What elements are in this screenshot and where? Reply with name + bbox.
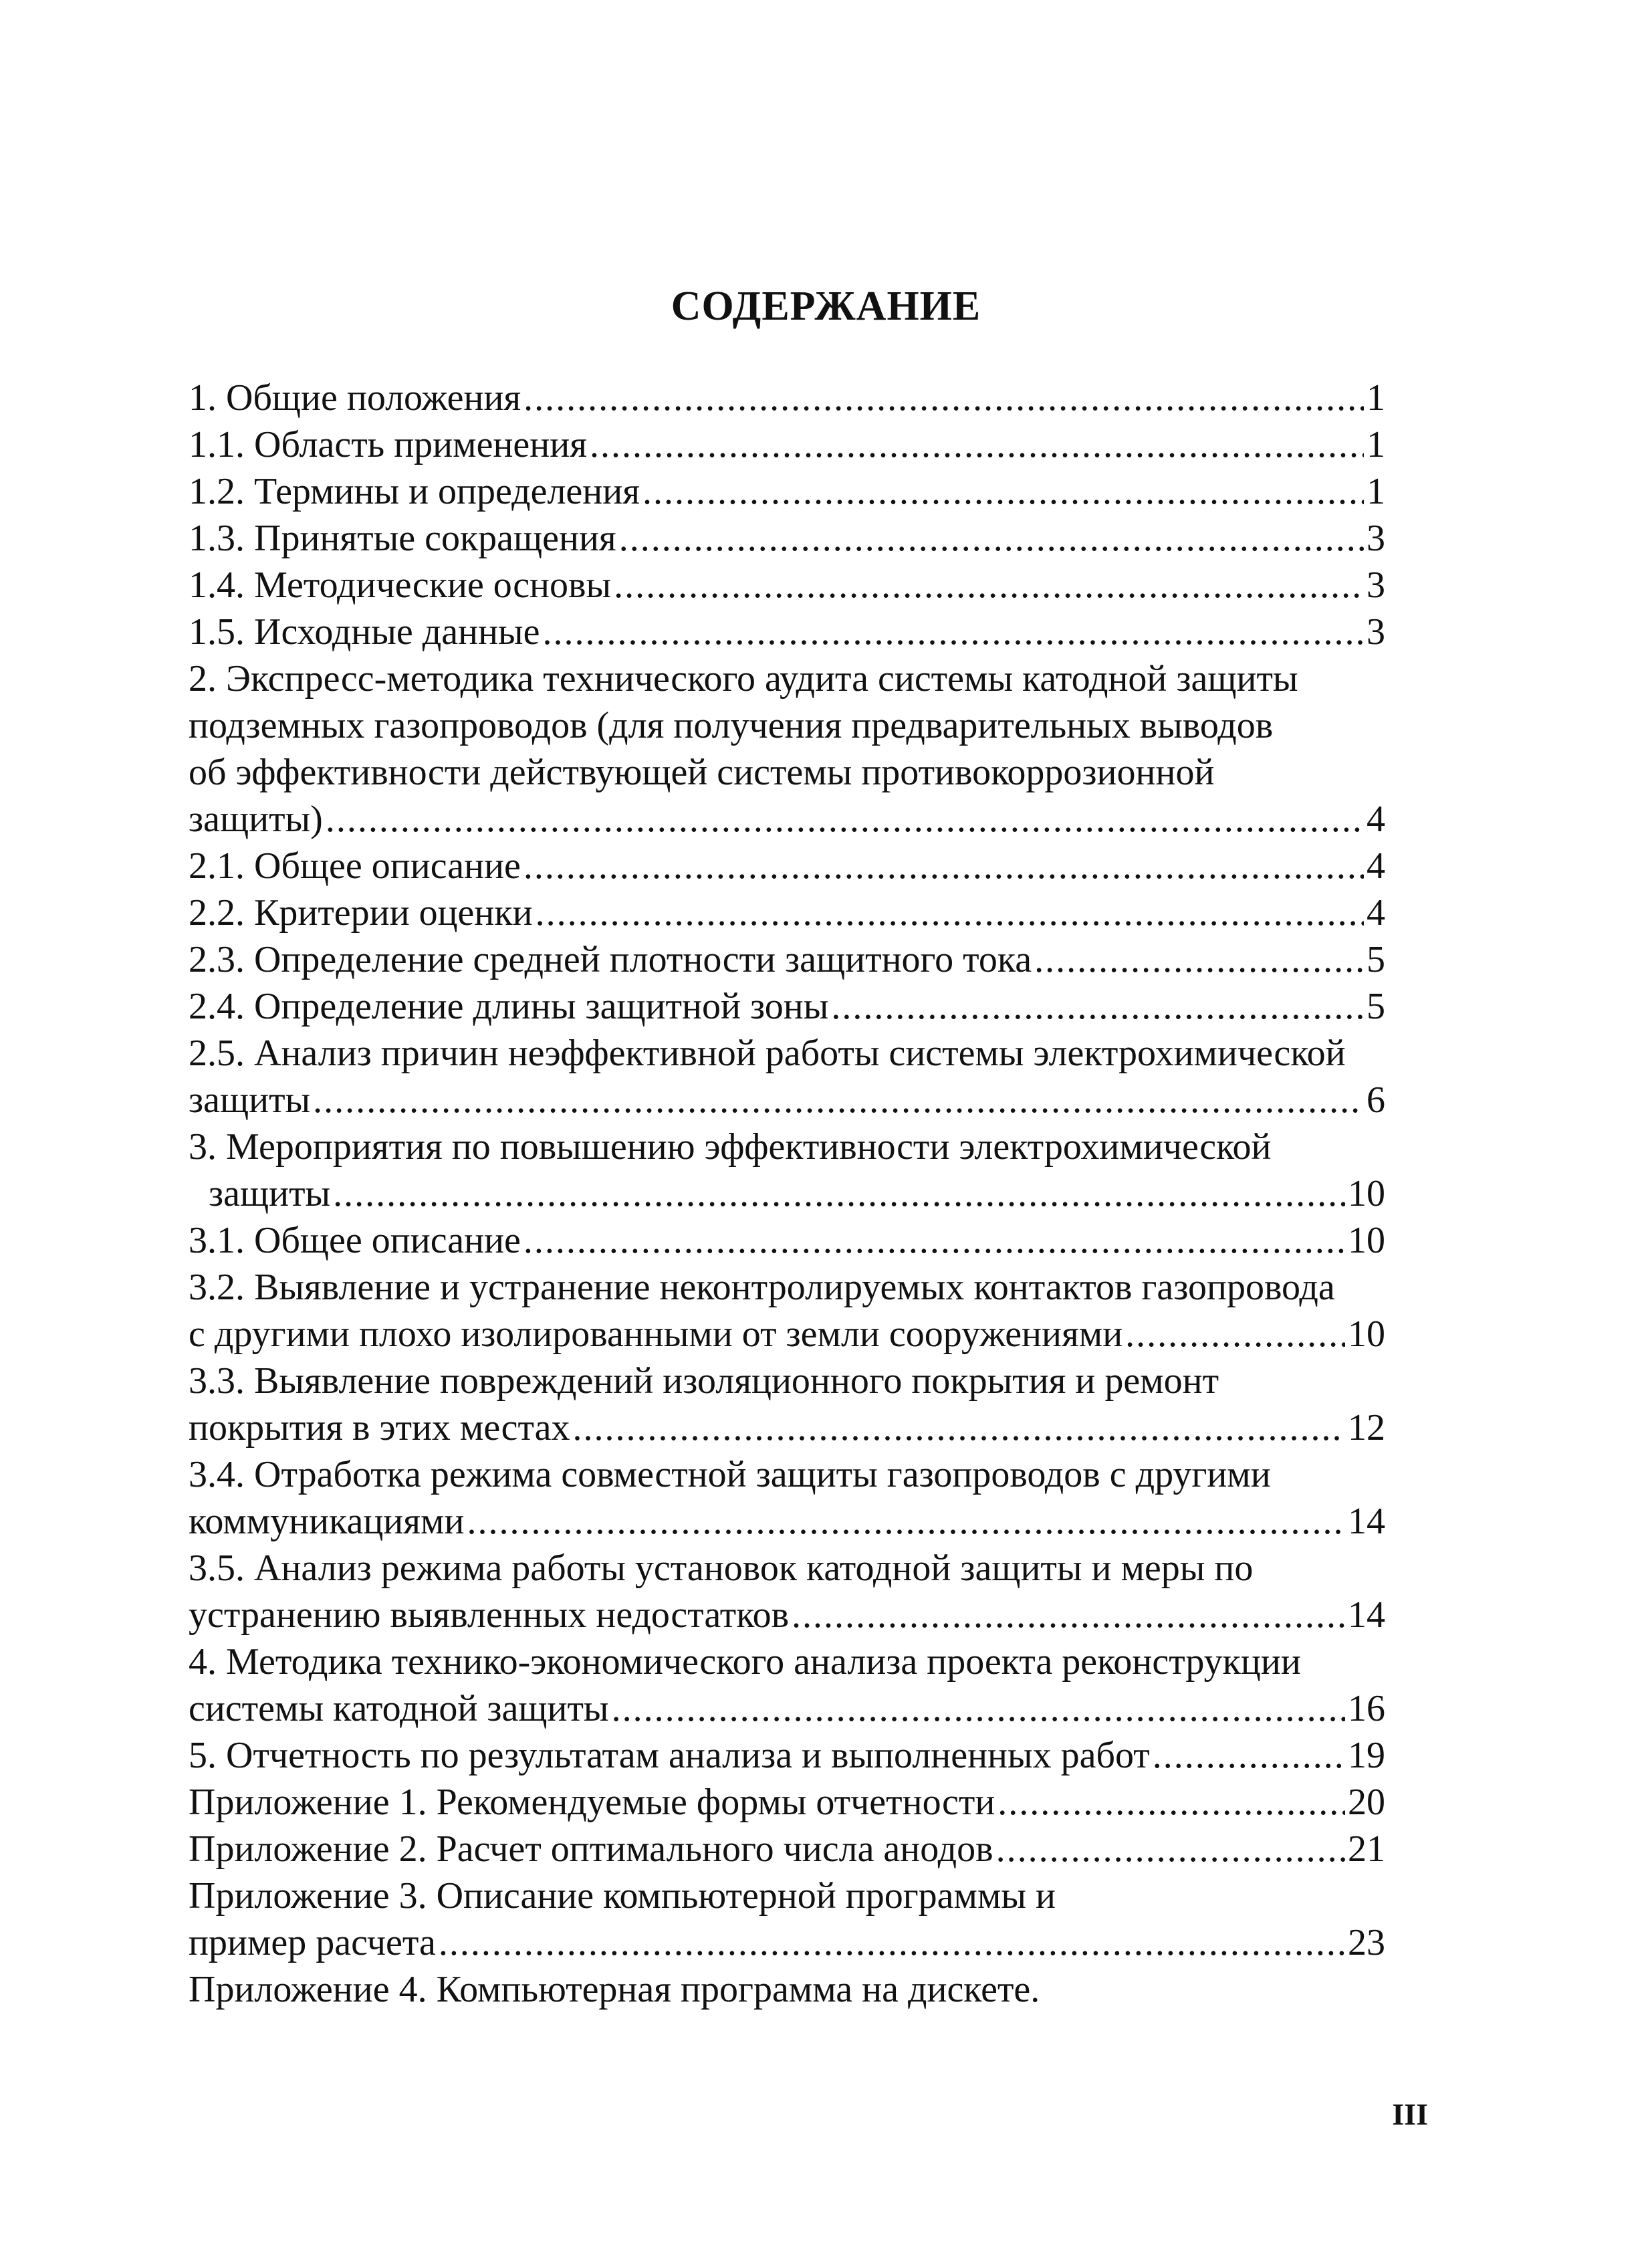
toc-leader bbox=[831, 983, 1364, 1030]
toc-entry-text: 2.5. Анализ причин неэффективной работы системы электрохимической bbox=[189, 1033, 1346, 1074]
toc-entry-text: 1.3. Принятые сокращения bbox=[189, 518, 616, 559]
toc-entry bbox=[189, 515, 1385, 562]
toc-entry-page: 5 bbox=[1367, 986, 1385, 1027]
toc-entry bbox=[189, 1826, 1385, 1872]
toc-entry bbox=[189, 1545, 1385, 1592]
toc-entry-text: 3. Мероприятия по повышению эффективности электрохимической bbox=[189, 1126, 1272, 1168]
toc-entry-text: об эффективности действующей системы противокоррозионной bbox=[189, 752, 1215, 793]
toc-entry-page: 6 bbox=[1367, 1079, 1385, 1121]
toc-entry-page: 4 bbox=[1367, 892, 1385, 934]
toc-leader bbox=[439, 1919, 1345, 1966]
toc-leader bbox=[792, 1592, 1345, 1638]
toc-entry bbox=[189, 1592, 1385, 1638]
toc-entry bbox=[189, 1030, 1385, 1077]
toc-entry-text: 1.5. Исходные данные bbox=[189, 611, 540, 653]
toc-entry-text: 1. Общие положения bbox=[189, 377, 521, 419]
toc-entry bbox=[189, 936, 1385, 983]
toc-entry-text: системы катодной защиты bbox=[189, 1688, 609, 1729]
toc-entry bbox=[189, 609, 1385, 655]
toc-entry-text: устранению выявленных недостатков bbox=[189, 1594, 790, 1636]
toc-entry-text: 2.2. Критерии оценки bbox=[189, 892, 533, 934]
toc-entry-page: 14 bbox=[1348, 1594, 1385, 1636]
toc-entry bbox=[189, 889, 1385, 936]
toc-entry-text: 4. Методика технико-экономического анализа проекта реконструкции bbox=[189, 1641, 1301, 1683]
toc-leader bbox=[333, 1170, 1345, 1217]
toc-entry-page: 10 bbox=[1348, 1313, 1385, 1355]
toc-entry-text: 1.1. Область применения bbox=[189, 424, 587, 465]
toc-leader bbox=[543, 609, 1364, 655]
toc-entry-text: 2.3. Определение средней плотности защитного тока bbox=[189, 939, 1032, 980]
toc-entry-page: 4 bbox=[1367, 845, 1385, 887]
toc-entry-page: 10 bbox=[1348, 1220, 1385, 1261]
toc-entry-text: 2.4. Определение длины защитной зоны bbox=[189, 986, 829, 1027]
toc-entry-page: 5 bbox=[1367, 939, 1385, 980]
table-of-contents bbox=[189, 374, 1385, 2013]
toc-leader bbox=[997, 1779, 1345, 1826]
toc-entry bbox=[189, 1311, 1385, 1358]
toc-entry-page: 16 bbox=[1348, 1688, 1385, 1729]
toc-entry-text: 5. Отчетность по результатам анализа и выполненных работ bbox=[189, 1735, 1150, 1776]
toc-leader bbox=[313, 1077, 1364, 1123]
toc-leader bbox=[619, 515, 1364, 562]
toc-entry-page: 4 bbox=[1367, 798, 1385, 840]
toc-entry-page: 1 bbox=[1367, 377, 1385, 419]
toc-leader bbox=[326, 796, 1364, 843]
toc-entry-text: 1.2. Термины и определения bbox=[189, 471, 640, 512]
toc-leader bbox=[590, 421, 1364, 468]
toc-entry-text: 3.1. Общее описание bbox=[189, 1220, 521, 1261]
toc-leader bbox=[536, 889, 1364, 936]
toc-entry-text: 2.1. Общее описание bbox=[189, 845, 521, 887]
toc-entry-page: 3 bbox=[1367, 518, 1385, 559]
toc-entry-page: 21 bbox=[1348, 1828, 1385, 1870]
toc-entry-text: с другими плохо изолированными от земли сооружениями bbox=[189, 1313, 1123, 1355]
toc-entry bbox=[189, 1732, 1385, 1779]
toc-entry-page: 12 bbox=[1348, 1407, 1385, 1448]
toc-leader bbox=[523, 374, 1364, 421]
toc-entry-page: 1 bbox=[1367, 424, 1385, 465]
toc-leader bbox=[996, 1826, 1345, 1872]
toc-entry-text: 1.4. Методические основы bbox=[189, 564, 612, 606]
toc-entry bbox=[189, 1685, 1385, 1732]
toc-entry bbox=[189, 1919, 1385, 1966]
toc-entry-text: пример расчета bbox=[189, 1922, 436, 1963]
toc-entry-page: 20 bbox=[1348, 1782, 1385, 1823]
toc-entry-text: 3.2. Выявление и устранение неконтролируемых контактов газопровода bbox=[189, 1267, 1335, 1308]
toc-entry bbox=[189, 1077, 1385, 1123]
toc-entry bbox=[189, 796, 1385, 843]
toc-entry bbox=[189, 702, 1385, 749]
toc-entry bbox=[189, 468, 1385, 515]
toc-leader bbox=[1034, 936, 1364, 983]
toc-entry-text: защиты) bbox=[189, 798, 323, 840]
toc-entry bbox=[189, 421, 1385, 468]
toc-entry bbox=[189, 1217, 1385, 1264]
toc-entry-page: 19 bbox=[1348, 1735, 1385, 1776]
toc-entry-text: коммуникациями bbox=[189, 1501, 465, 1542]
toc-leader bbox=[572, 1404, 1345, 1451]
toc-entry bbox=[189, 1638, 1385, 1685]
toc-entry-page: 3 bbox=[1367, 611, 1385, 653]
toc-entry bbox=[189, 1170, 1385, 1217]
toc-leader bbox=[614, 562, 1364, 609]
toc-entry-text: защиты bbox=[189, 1079, 311, 1121]
toc-entry bbox=[189, 749, 1385, 796]
toc-entry-text: 3.4. Отработка режима совместной защиты газопроводов с другими bbox=[189, 1454, 1271, 1495]
toc-entry bbox=[189, 1966, 1385, 2013]
toc-entry bbox=[189, 655, 1385, 702]
toc-entry bbox=[189, 1123, 1385, 1170]
toc-leader bbox=[642, 468, 1364, 515]
toc-entry bbox=[189, 562, 1385, 609]
toc-entry bbox=[189, 1779, 1385, 1826]
toc-entry-text: защиты bbox=[209, 1173, 331, 1214]
toc-entry bbox=[189, 1498, 1385, 1545]
toc-leader bbox=[1125, 1311, 1345, 1358]
toc-leader bbox=[1153, 1732, 1345, 1779]
toc-leader bbox=[523, 843, 1364, 889]
toc-entry-page: 1 bbox=[1367, 471, 1385, 512]
toc-entry bbox=[189, 1358, 1385, 1404]
toc-leader bbox=[612, 1685, 1345, 1732]
toc-entry-text: Приложение 2. Расчет оптимального числа анодов bbox=[189, 1828, 993, 1870]
toc-entry-text: Приложение 3. Описание компьютерной программы и bbox=[189, 1875, 1056, 1917]
toc-entry bbox=[189, 1404, 1385, 1451]
toc-entry-page: 3 bbox=[1367, 564, 1385, 606]
toc-entry-text: 2. Экспресс-методика технического аудита системы катодной защиты bbox=[189, 658, 1298, 699]
toc-entry-page: 14 bbox=[1348, 1501, 1385, 1542]
toc-entry-text: подземных газопроводов (для получения предварительных выводов bbox=[189, 705, 1274, 746]
toc-entry bbox=[189, 374, 1385, 421]
toc-entry-text: Приложение 4. Компьютерная программа на дискете. bbox=[189, 1969, 1040, 2010]
page-number: III bbox=[1392, 2097, 1428, 2131]
toc-entry bbox=[189, 1451, 1385, 1498]
toc-entry bbox=[189, 983, 1385, 1030]
toc-entry-text: Приложение 1. Рекомендуемые формы отчетности bbox=[189, 1782, 995, 1823]
toc-entry-page: 10 bbox=[1348, 1173, 1385, 1214]
toc-leader bbox=[523, 1217, 1345, 1264]
toc-entry-text: 3.3. Выявление повреждений изоляционного покрытия и ремонт bbox=[189, 1360, 1219, 1402]
toc-entry bbox=[189, 843, 1385, 889]
toc-entry bbox=[189, 1264, 1385, 1311]
toc-entry-text: 3.5. Анализ режима работы установок катодной защиты и меры по bbox=[189, 1547, 1254, 1589]
toc-entry-page: 23 bbox=[1348, 1922, 1385, 1963]
toc-entry bbox=[189, 1872, 1385, 1919]
page-title: СОДЕРЖАНИЕ bbox=[671, 284, 981, 329]
toc-entry-text: покрытия в этих местах bbox=[189, 1407, 570, 1448]
toc-leader bbox=[467, 1498, 1345, 1545]
